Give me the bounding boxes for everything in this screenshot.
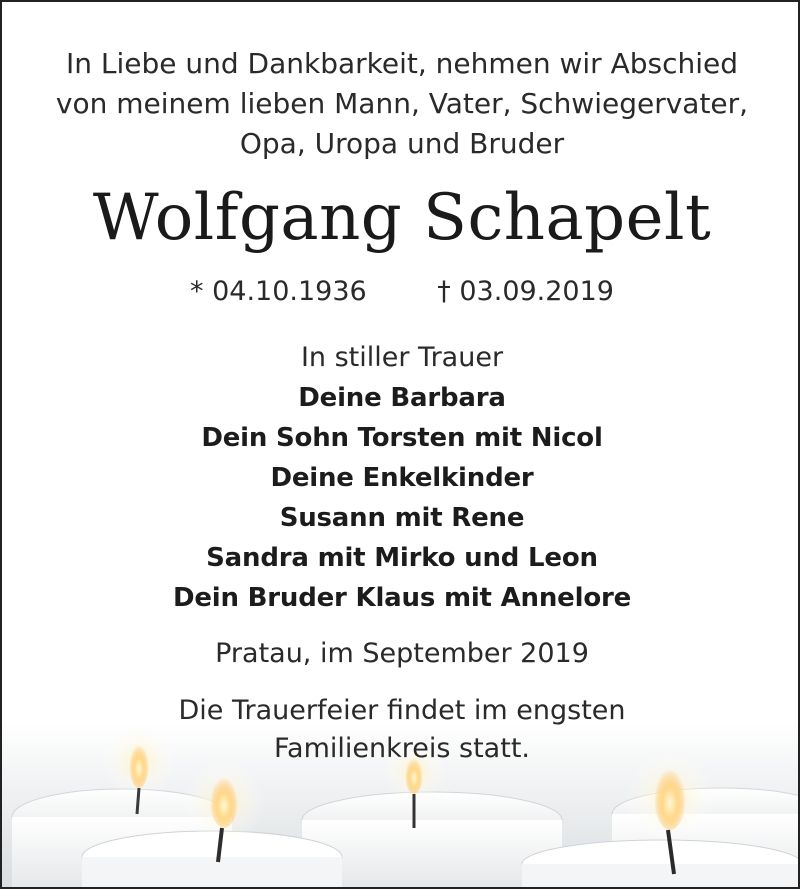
- mourner-name: Deine Barbara: [298, 383, 506, 413]
- mourners-list: [2, 378, 800, 618]
- funeral-line-1: Die Trauerfeier findet im engsten: [178, 695, 626, 726]
- intro-line-2: von meinem lieben Mann, Vater, Schwiegervater,: [55, 87, 749, 120]
- mourner-name: Dein Bruder Klaus mit Annelore: [172, 583, 632, 613]
- mourner-name: Sandra mit Mirko und Leon: [206, 543, 598, 573]
- life-dates: [2, 274, 800, 310]
- mourning-intro: In stiller Trauer: [300, 342, 504, 373]
- intro-line-3: Opa, Uropa und Bruder: [239, 127, 565, 160]
- mourner-name: Susann mit Rene: [279, 503, 525, 533]
- mourner-name: Deine Enkelkinder: [270, 463, 534, 493]
- funeral-note: [2, 692, 800, 768]
- death-date: † 03.09.2019: [437, 276, 614, 307]
- deceased-name: Wolfgang Schapelt: [92, 181, 712, 255]
- intro-text: [22, 44, 782, 164]
- birth-date: * 04.10.1936: [190, 276, 367, 307]
- mourner-name: Dein Sohn Torsten mit Nicol: [201, 423, 603, 453]
- intro-line-1: In Liebe und Dankbarkeit, nehmen wir Abschied: [65, 47, 739, 80]
- funeral-line-2: Familienkreis statt.: [274, 733, 530, 764]
- place-date: Pratau, im September 2019: [215, 638, 589, 669]
